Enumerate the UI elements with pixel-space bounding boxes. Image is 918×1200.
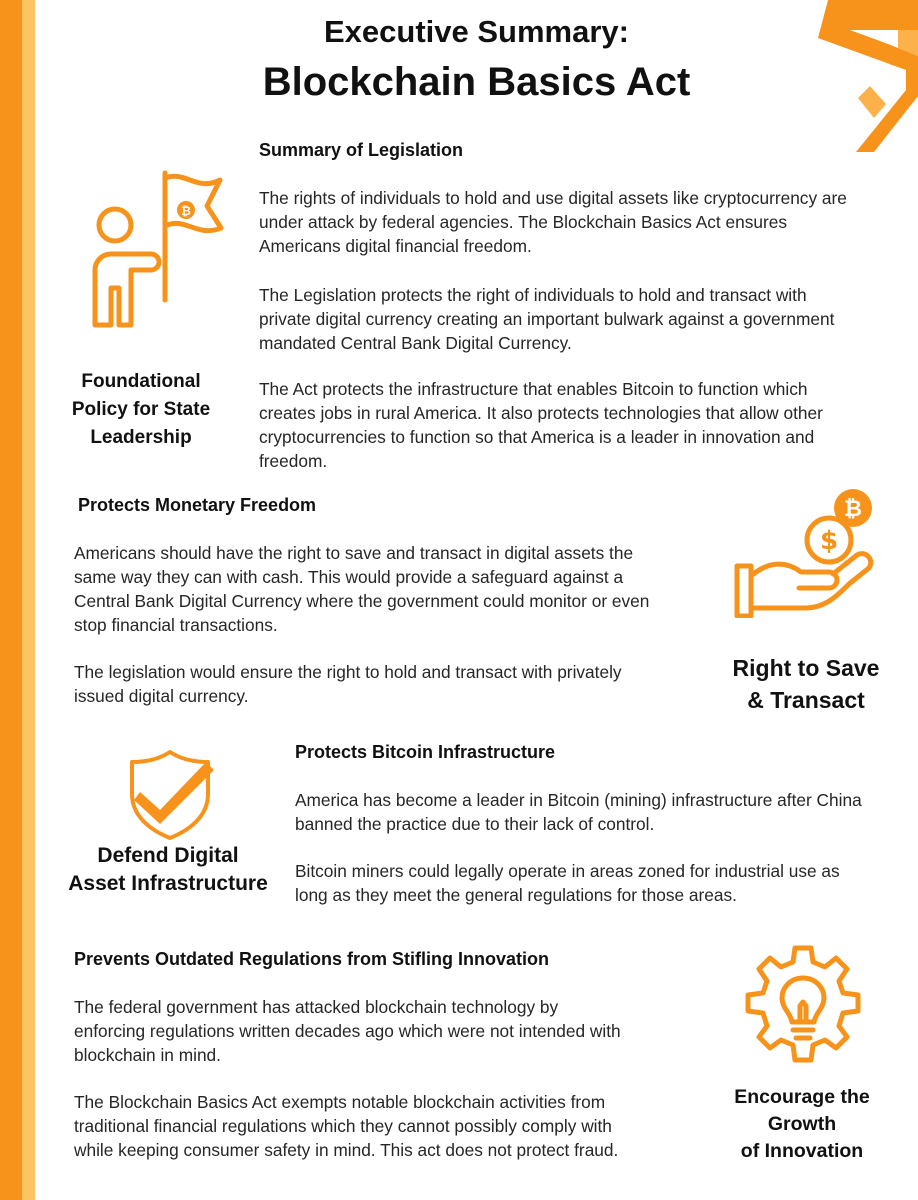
section3-paragraph: Bitcoin miners could legally operate in areas zoned for industrial use as long as they meet the general regulations for those areas. [295,861,840,905]
section1-heading: Summary of Legislation [259,140,464,160]
svg-text:₿: ₿ [844,497,862,522]
svg-text:₿: ₿ [181,204,191,218]
section2-caption: Right to Save & Transact [732,655,880,713]
section3-paragraph: America has become a leader in Bitcoin (mining) infrastructure after China banned the practice due to their lack of control. [295,790,862,834]
section2-paragraph: The legislation would ensure the right to hold and transact with privately issued digital currency. [74,662,622,706]
section1-paragraph: The Act protects the infrastructure that enables Bitcoin to function which creates jobs in rural America. It also protects technologies that allow other cryptocurrencies to function so that America is a leader in innovation and freedom. [259,379,823,471]
section1-caption: Foundational Policy for State Leadership [71,371,211,448]
section1-paragraph: The rights of individuals to hold and use digital assets like cryptocurrency are under attack by federal agencies. The Blockchain Basics Act ensures Americans digital financial freedom. [259,188,847,256]
left-accent-stripe-light [22,0,35,1200]
shield-check-icon [124,748,216,840]
page-title-line2: Blockchain Basics Act [262,60,691,104]
section4-paragraph: The Blockchain Basics Act exempts notable blockchain activities from traditional financial regulations which they cannot possibly comply with while keeping consumer safety in mind. This act does not protect fraud. [74,1092,619,1160]
person-holding-bitcoin-flag-icon [85,170,225,330]
section4-caption: Encourage the Growth of Innovation [734,1086,870,1162]
svg-text:$: $ [819,526,839,556]
page-title-line1: Executive Summary: [324,14,629,49]
gear-lightbulb-icon [740,942,866,1068]
section4-heading: Prevents Outdated Regulations from Stifling Innovation [74,949,550,969]
section2-heading: Protects Monetary Freedom [78,495,317,515]
section1-paragraph: The Legislation protects the right of individuals to hold and transact with private digital currency creating an important bulwark against a government mandated Central Bank Digital Currency. [259,285,835,353]
section3-heading: Protects Bitcoin Infrastructure [295,742,556,762]
section4-paragraph: The federal government has attacked blockchain technology by enforcing regulations written decades ago which were not intended with blockchain in mind. [74,997,621,1065]
section3-caption: Defend Digital Asset Infrastructure [68,844,268,895]
left-accent-stripe [0,0,22,1200]
section2-paragraph: Americans should have the right to save and transact in digital assets the same way they can with cash. This would provide a safeguard against a Central Bank Digital Currency where the government could monitor or even stop financial transactions. [74,543,650,635]
hand-holding-coins-icon [733,488,883,618]
